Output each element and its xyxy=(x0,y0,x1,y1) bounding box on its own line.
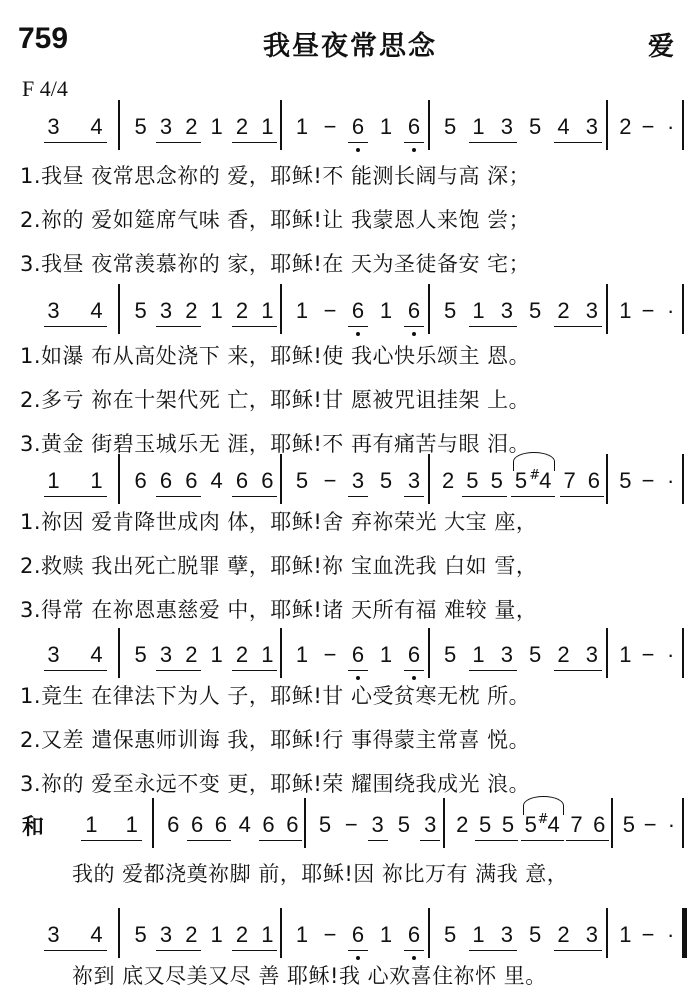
note: 3 xyxy=(47,922,60,947)
lyric-line: 1.祢因 爱肯降世成肉 体，耶稣!舍 弃祢荣光 大宝 座， xyxy=(20,510,538,534)
lower-octave-dot xyxy=(356,148,360,152)
note: 3 xyxy=(159,114,173,139)
note: 4 xyxy=(238,812,251,837)
note: · xyxy=(667,812,676,837)
note: 3 xyxy=(500,298,513,323)
beam-underline xyxy=(521,840,564,841)
beam-underline xyxy=(259,840,303,841)
note: 1 xyxy=(619,642,632,667)
note: 4 xyxy=(90,922,103,947)
barline xyxy=(280,908,282,958)
note: 1 xyxy=(210,114,223,139)
barline xyxy=(118,454,120,504)
beam-underline xyxy=(156,496,201,497)
note: 1 xyxy=(261,298,274,323)
beam-underline xyxy=(232,142,277,143)
note: 5 xyxy=(529,642,542,667)
beam-underline xyxy=(44,326,107,327)
note: 5 xyxy=(444,114,457,139)
lower-octave-dot xyxy=(412,148,416,152)
lyric-line: 我的 爱都浇奠祢脚 前，耶稣!因 祢比万有 满我 意， xyxy=(72,862,569,886)
note: 5 xyxy=(622,812,635,837)
note: 6 xyxy=(351,922,365,947)
note: 6 xyxy=(262,812,275,837)
note: · xyxy=(666,642,675,667)
note: 5 xyxy=(529,298,542,323)
note: 1 xyxy=(619,922,632,947)
barline xyxy=(280,628,282,678)
note: 3 xyxy=(159,642,173,667)
lower-octave-dot xyxy=(356,332,360,336)
notation-staff xyxy=(18,98,684,156)
beam-underline xyxy=(404,670,424,671)
note: 1 xyxy=(379,298,393,323)
beam-underline xyxy=(348,326,368,327)
note: 5 xyxy=(134,114,147,139)
beam-underline xyxy=(232,326,277,327)
note: 1 xyxy=(47,468,60,493)
note: 2 xyxy=(235,642,249,667)
note: 3 xyxy=(159,298,173,323)
note: 5 xyxy=(397,812,411,837)
note: 5 xyxy=(529,114,542,139)
note: 6 xyxy=(286,812,299,837)
note: − xyxy=(323,468,337,493)
note: 3 xyxy=(407,468,421,493)
note: 1 xyxy=(210,922,223,947)
barline xyxy=(428,454,430,504)
note: 1 xyxy=(90,468,103,493)
beam-underline xyxy=(462,496,506,497)
note: 5 xyxy=(514,468,528,493)
beam-underline xyxy=(232,950,277,951)
note: 6 xyxy=(185,468,198,493)
barline xyxy=(280,284,282,334)
note: 1 xyxy=(472,114,485,139)
beam-underline xyxy=(156,142,201,143)
note: 3 xyxy=(371,812,384,837)
note: 3 xyxy=(585,642,598,667)
lyric-line: 祢到 底又尽美又尽 善 耶稣!我 心欢喜住祢怀 里。 xyxy=(72,964,547,988)
note: 1 xyxy=(261,922,274,947)
lower-octave-dot xyxy=(412,332,416,336)
note: 2 xyxy=(185,114,198,139)
note: 6 xyxy=(351,298,365,323)
note: 2 xyxy=(235,298,249,323)
note: 6 xyxy=(214,812,228,837)
note: 1 xyxy=(472,298,485,323)
beam-underline xyxy=(420,840,440,841)
note: 5 xyxy=(466,468,479,493)
note: 6 xyxy=(351,114,365,139)
note: 5 xyxy=(444,298,457,323)
notation-staff xyxy=(58,796,684,854)
note: − xyxy=(323,922,337,947)
note: 4 xyxy=(210,468,223,493)
note: 2 xyxy=(557,922,570,947)
beam-underline xyxy=(368,840,388,841)
note: 6 xyxy=(407,298,421,323)
note: 3 xyxy=(585,298,598,323)
note: − xyxy=(641,642,655,667)
beam-underline xyxy=(404,326,424,327)
beam-underline xyxy=(156,326,201,327)
barline xyxy=(443,798,445,848)
barline xyxy=(280,100,282,150)
beam-underline xyxy=(469,670,517,671)
note: 5 xyxy=(524,812,537,837)
note: − xyxy=(641,298,655,323)
note: 5 xyxy=(529,922,542,947)
final-barline xyxy=(682,908,687,958)
barline xyxy=(118,908,120,958)
lyric-line: 1.如瀑 布从高处浇下 来，耶稣!使 我心快乐颂主 恩。 xyxy=(20,344,531,368)
lyric-line: 2.祢的 爱如筵席气味 香，耶稣!让 我蒙恩人来饱 尝； xyxy=(20,208,531,232)
beam-underline xyxy=(232,670,277,671)
note: 1 xyxy=(472,922,485,947)
note: 4 xyxy=(557,114,570,139)
key-signature: F 4/4 xyxy=(22,76,68,101)
barline xyxy=(428,628,430,678)
barline xyxy=(118,100,120,150)
note: 5 xyxy=(490,468,503,493)
barline xyxy=(280,454,282,504)
note: 1 xyxy=(125,812,138,837)
lyric-line: 3.黄金 街碧玉城乐无 涯，耶稣!不 再有痛苦与眼 泪。 xyxy=(20,432,531,456)
note: 2 xyxy=(557,298,570,323)
note: 1 xyxy=(261,642,274,667)
note: 3 xyxy=(159,922,173,947)
note: 6 xyxy=(190,812,204,837)
hymn-number: 759 xyxy=(18,22,69,55)
note: 5 xyxy=(444,642,457,667)
beam-underline xyxy=(81,840,141,841)
note: − xyxy=(323,642,337,667)
beam-underline xyxy=(348,950,368,951)
barline xyxy=(428,100,430,150)
note: 3 xyxy=(585,922,598,947)
barline xyxy=(118,628,120,678)
note: 6 xyxy=(407,114,421,139)
barline xyxy=(606,454,608,504)
note: − xyxy=(641,114,655,139)
sharp-sign: # xyxy=(529,468,541,483)
beam-underline xyxy=(475,840,518,841)
note: 5 xyxy=(501,812,515,837)
note: 2 xyxy=(185,642,198,667)
note: 1 xyxy=(379,642,393,667)
beam-underline xyxy=(554,670,602,671)
beam-underline xyxy=(554,142,602,143)
lyric-line: 1.竟生 在律法下为人 子，耶稣!甘 心受贫寒无枕 所。 xyxy=(20,684,531,708)
beam-underline xyxy=(404,142,424,143)
beam-underline xyxy=(560,496,604,497)
note: 2 xyxy=(185,922,198,947)
note: 6 xyxy=(134,468,147,493)
note: 1 xyxy=(295,298,309,323)
lyric-line: 3.祢的 爱至永远不变 更，耶稣!荣 耀围绕我成光 浪。 xyxy=(20,772,531,796)
barline xyxy=(118,284,120,334)
beam-underline xyxy=(348,142,368,143)
note: 3 xyxy=(47,642,60,667)
note: 6 xyxy=(235,468,249,493)
barline xyxy=(428,284,430,334)
note: 5 xyxy=(619,468,632,493)
note: 2 xyxy=(557,642,570,667)
beam-underline xyxy=(44,496,107,497)
note: · xyxy=(666,114,675,139)
note: 1 xyxy=(85,812,98,837)
note: 6 xyxy=(407,922,421,947)
beam-underline xyxy=(469,142,517,143)
note: 7 xyxy=(570,812,583,837)
end-barline xyxy=(682,454,684,504)
note: 1 xyxy=(210,298,223,323)
note: 4 xyxy=(90,642,103,667)
note: 6 xyxy=(587,468,600,493)
note: 5 xyxy=(444,922,457,947)
note: 1 xyxy=(619,298,632,323)
note: 3 xyxy=(585,114,598,139)
beam-underline xyxy=(554,950,602,951)
note: 1 xyxy=(210,642,223,667)
note: 5 xyxy=(295,468,309,493)
beam-underline xyxy=(44,670,107,671)
note: 2 xyxy=(619,114,632,139)
note: · xyxy=(666,468,675,493)
beam-underline xyxy=(566,840,609,841)
lyric-line: 2.救赎 我出死亡脱罪 孽，耶稣!祢 宝血洗我 白如 雪， xyxy=(20,554,538,578)
end-barline xyxy=(682,100,684,150)
note: 1 xyxy=(379,922,393,947)
note: 3 xyxy=(500,642,513,667)
barline xyxy=(428,908,430,958)
note: 2 xyxy=(185,298,198,323)
note: 6 xyxy=(593,812,606,837)
beam-underline xyxy=(469,326,517,327)
note: 1 xyxy=(472,642,485,667)
note: · xyxy=(666,922,675,947)
note: 1 xyxy=(295,642,309,667)
end-barline xyxy=(682,628,684,678)
sharp-sign: # xyxy=(537,812,549,827)
barline xyxy=(606,628,608,678)
notation-staff xyxy=(18,906,684,964)
beam-underline xyxy=(404,496,424,497)
beam-underline xyxy=(348,496,368,497)
note: − xyxy=(323,298,337,323)
note: 1 xyxy=(295,114,309,139)
beam-underline xyxy=(511,496,555,497)
barline xyxy=(606,100,608,150)
hymn-title: 我昼夜常思念 xyxy=(263,31,437,62)
note: 3 xyxy=(351,468,365,493)
note: 6 xyxy=(407,642,421,667)
beam-underline xyxy=(554,326,602,327)
note: · xyxy=(666,298,675,323)
lyric-line: 2.多亏 祢在十架代死 亡，耶稣!甘 愿被咒诅挂架 上。 xyxy=(20,388,531,412)
beam-underline xyxy=(44,950,107,951)
note: 3 xyxy=(500,114,513,139)
notation-staff xyxy=(18,626,684,684)
lyric-line: 3.得常 在祢恩惠慈爱 中，耶稣!诸 天所有福 难较 量， xyxy=(20,598,538,622)
note: 6 xyxy=(159,468,173,493)
note: 1 xyxy=(261,114,274,139)
chorus-label: 和 xyxy=(22,815,45,840)
note: 5 xyxy=(134,922,147,947)
note: 2 xyxy=(456,812,469,837)
note: 1 xyxy=(379,114,393,139)
barline xyxy=(611,798,613,848)
note: 3 xyxy=(424,812,437,837)
hymn-category: 爱 xyxy=(647,32,674,62)
note: − xyxy=(641,922,655,947)
note: − xyxy=(344,812,358,837)
note: 6 xyxy=(167,812,180,837)
barline xyxy=(606,908,608,958)
slur xyxy=(523,796,564,815)
note: 5 xyxy=(318,812,332,837)
slur xyxy=(513,452,555,471)
note: 6 xyxy=(351,642,365,667)
beam-underline xyxy=(348,670,368,671)
note: 2 xyxy=(235,114,249,139)
note: 1 xyxy=(295,922,309,947)
note: 5 xyxy=(479,812,492,837)
beam-underline xyxy=(156,950,201,951)
note: 5 xyxy=(379,468,393,493)
note: 4 xyxy=(90,114,103,139)
notation-staff xyxy=(18,452,684,510)
note: − xyxy=(641,468,655,493)
beam-underline xyxy=(187,840,231,841)
note: 4 xyxy=(539,468,552,493)
note: 7 xyxy=(563,468,576,493)
note: 3 xyxy=(500,922,513,947)
note: 2 xyxy=(442,468,455,493)
beam-underline xyxy=(44,142,107,143)
note: − xyxy=(643,812,657,837)
barline xyxy=(304,798,306,848)
barline xyxy=(606,284,608,334)
beam-underline xyxy=(469,950,517,951)
beam-underline xyxy=(232,496,277,497)
lyric-line: 3.我昼 夜常羡慕祢的 家，耶稣!在 天为圣徒备安 宅； xyxy=(20,252,531,276)
beam-underline xyxy=(156,670,201,671)
notation-staff xyxy=(18,282,684,340)
note: 5 xyxy=(134,642,147,667)
note: 2 xyxy=(235,922,249,947)
note: 5 xyxy=(134,298,147,323)
note: 3 xyxy=(47,298,60,323)
note: 3 xyxy=(47,114,60,139)
note: − xyxy=(323,114,337,139)
barline xyxy=(152,798,154,848)
note: 4 xyxy=(90,298,103,323)
note: 6 xyxy=(261,468,274,493)
note: 4 xyxy=(547,812,560,837)
end-barline xyxy=(682,284,684,334)
lyric-line: 1.我昼 夜常思念祢的 爱，耶稣!不 能测长阔与高 深； xyxy=(20,164,531,188)
end-barline xyxy=(682,798,684,848)
lyric-line: 2.又差 遣保惠师训诲 我，耶稣!行 事得蒙主常喜 悦。 xyxy=(20,728,531,752)
beam-underline xyxy=(404,950,424,951)
